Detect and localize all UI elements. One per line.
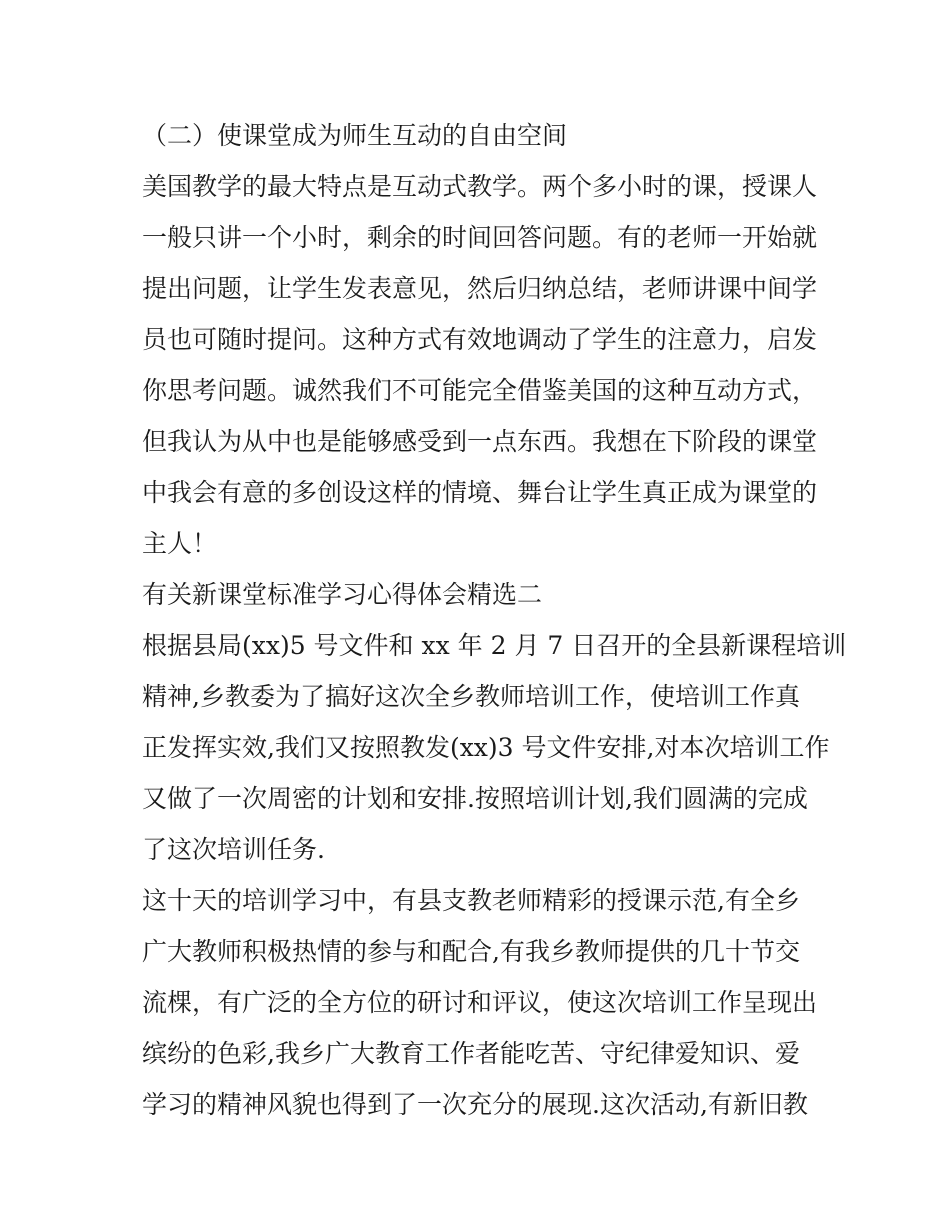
- paragraph-line: 广大教师积极热情的参与和配合,有我乡教师提供的几十节交: [142, 937, 800, 966]
- paragraph-line: 你思考问题。诚然我们不可能完全借鉴美国的这种互动方式，: [142, 376, 818, 405]
- paragraph-line: 缤纷的色彩,我乡广大教育工作者能吃苦、守纪律爱知识、爱: [142, 1039, 800, 1068]
- paragraph-line: 中我会有意的多创设这样的情境、舞台让学生真正成为课堂的: [142, 478, 818, 507]
- document-body: [142, 110, 847, 1130]
- paragraph-line: 提出问题，让学生发表意见，然后归纳总结，老师讲课中间学: [142, 274, 818, 303]
- paragraph-line: 精神,乡教委为了搞好这次全乡教师培训工作，使培训工作真: [142, 682, 800, 711]
- paragraph-line: 美国教学的最大特点是互动式教学。两个多小时的课，授课人: [142, 172, 818, 201]
- paragraph-line: 学习的精神风貌也得到了一次充分的展现.这次活动,有新旧教: [142, 1090, 808, 1119]
- paragraph-line: 员也可随时提问。这种方式有效地调动了学生的注意力，启发: [142, 325, 818, 354]
- paragraph-line: 主人！: [142, 529, 218, 558]
- paragraph-line: 又做了一次周密的计划和安排.按照培训计划,我们圆满的完成: [142, 784, 808, 813]
- section-heading: （二）使课堂成为师生互动的自由空间: [142, 121, 568, 150]
- paragraph-line: 这十天的培训学习中，有县支教老师精彩的授课示范,有全乡: [142, 886, 800, 915]
- paragraph-line: 一般只讲一个小时，剩余的时间回答问题。有的老师一开始就: [142, 223, 818, 252]
- paragraph-line: 根据县局(xx)5 号文件和 xx 年 2 月 7 日召开的全县新课程培训: [142, 631, 847, 660]
- paragraph-line: 但我认为从中也是能够感受到一点东西。我想在下阶段的课堂: [142, 427, 818, 456]
- paragraph-line: 流棵，有广泛的全方位的研讨和评议，使这次培训工作呈现出: [142, 988, 818, 1017]
- article-title: 有关新课堂标准学习心得体会精选二: [142, 580, 543, 609]
- paragraph-line: 正发挥实效,我们又按照教发(xx)3 号文件安排,对本次培训工作: [142, 733, 830, 762]
- paragraph-line: 了这次培训任务.: [142, 835, 325, 864]
